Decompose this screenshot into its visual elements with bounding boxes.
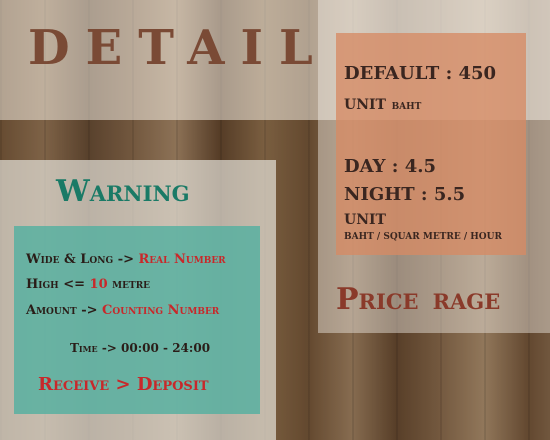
rule-value: Real Number	[138, 252, 226, 267]
rule-value: 10	[89, 277, 108, 292]
rule-unit: metre	[112, 277, 151, 292]
page-title: DETAIL	[28, 20, 329, 76]
rate-unit-label: UNIT	[344, 212, 386, 228]
time-label: Time	[70, 341, 98, 355]
rule-label: High	[26, 277, 59, 292]
time-value: 00:00 - 24:00	[121, 341, 211, 355]
rule-label: Amount	[26, 303, 77, 318]
rule-value: Counting Number	[102, 303, 220, 318]
night-price: NIGHT : 5.5	[344, 184, 466, 205]
time-arrow: ->	[101, 341, 117, 355]
rule-label: Wide & Long	[26, 252, 114, 267]
range-heading-word: rage	[432, 282, 501, 317]
rule-row-size	[26, 252, 226, 267]
rate-unit-detail: BAHT / SQUAR METRE / HOUR	[344, 232, 502, 242]
default-price: DEFAULT : 450	[344, 63, 497, 84]
rule-row-time	[70, 341, 210, 355]
rule-row-height	[26, 277, 150, 292]
receive-deposit-note: Receive > Deposit	[38, 374, 209, 395]
price-range-heading	[336, 282, 500, 317]
price-heading-word: Price	[336, 282, 419, 317]
rule-arrow: <=	[63, 277, 86, 292]
warning-heading: Warning	[56, 174, 190, 209]
default-unit-line	[344, 94, 421, 113]
rule-row-amount	[26, 303, 219, 318]
rule-arrow: ->	[117, 252, 134, 267]
rule-arrow: ->	[81, 303, 98, 318]
default-unit-label: UNIT	[344, 97, 386, 113]
day-price: DAY : 4.5	[344, 156, 437, 177]
default-unit-value: BAHT	[391, 102, 422, 112]
